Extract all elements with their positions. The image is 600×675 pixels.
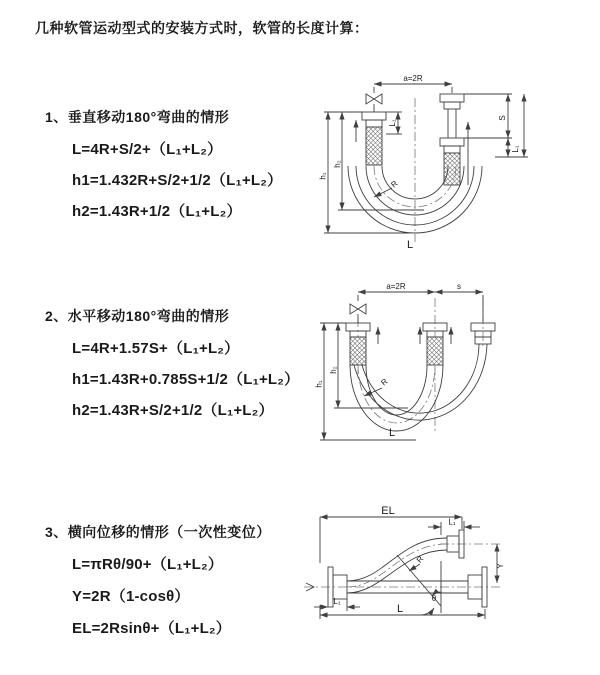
braided-hose-section	[366, 127, 382, 165]
hose-curves	[347, 538, 468, 593]
formula-line: h1=1.432R+S/2+1/2（L₁+L₂）	[72, 172, 283, 189]
right-pipe-assembly	[440, 94, 464, 185]
dim-label-l: L	[406, 239, 414, 251]
dim-label-r: R	[379, 376, 390, 388]
page-title: 几种软管运动型式的安装方式时，软管的长度计算：	[35, 20, 369, 36]
diagram-vertical-180-bend	[312, 70, 564, 252]
dim-label-l1-bottom: L₁	[333, 597, 341, 606]
left-pipe-assembly	[346, 323, 370, 365]
dim-label-r: R	[414, 554, 426, 565]
diagram-lateral-displacement	[300, 503, 595, 653]
dim-label-h1: h₁	[318, 172, 328, 180]
dim-label-l: L	[388, 427, 396, 439]
hose-u-bend-curves	[350, 344, 487, 431]
formula-list	[45, 337, 299, 420]
formula-line: h2=1.43R+1/2（L₁+L₂）	[72, 203, 242, 220]
valve-icon	[350, 304, 366, 323]
braided-hose-section	[427, 337, 443, 365]
diagram-horizontal-180-bend	[312, 282, 567, 464]
dim-label-r: R	[389, 178, 400, 190]
dimension-labels	[333, 505, 505, 615]
dim-label-theta: θ	[431, 594, 437, 603]
section-horizontal-movement	[45, 306, 299, 430]
formula-list	[45, 138, 282, 221]
formula-list	[45, 553, 271, 638]
dim-label-el: EL	[381, 505, 395, 517]
dim-label-l1-right: L₁	[511, 145, 520, 153]
section-heading: 2、水平移动180°弯曲的情形	[45, 308, 230, 324]
formula-line: h1=1.43R+0.785S+1/2（L₁+L₂）	[72, 371, 300, 388]
dim-label-h1: h₁	[314, 380, 324, 388]
section-vertical-movement	[45, 107, 282, 231]
formula-line: L=πRθ/90+（L₁+L₂）	[72, 556, 224, 573]
formula-line: h2=1.43R+S/2+1/2（L₁+L₂）	[72, 402, 274, 419]
section-heading: 1、垂直移动180°弯曲的情形	[45, 109, 230, 125]
formula-line: L=4R+1.57S+（L₁+L₂）	[72, 340, 240, 357]
dim-label-s: s	[457, 282, 461, 291]
dim-label-l1-left: L₁	[388, 119, 397, 127]
dim-label-s: S	[498, 115, 507, 121]
valve-icon	[366, 94, 382, 112]
dim-label-h2: h₂	[333, 160, 342, 168]
section-lateral-displacement	[45, 522, 271, 649]
left-pipe-assembly	[362, 112, 386, 165]
dim-label-h2: h₂	[329, 366, 338, 374]
formula-line: Y=2R（1-cosθ）	[72, 588, 190, 605]
formula-line: L=4R+S/2+（L₁+L₂）	[72, 141, 223, 158]
middle-pipe-assembly	[423, 323, 447, 365]
dim-label-a2r: a=2R	[403, 74, 423, 83]
dim-label-l: L	[396, 603, 404, 615]
dim-label-y: Y	[496, 563, 505, 569]
section-heading: 3、横向位移的情形（一次性变位）	[45, 524, 271, 540]
formula-line: EL=2Rsinθ+（L₁+L₂）	[72, 620, 231, 637]
dimension-lines	[324, 84, 528, 233]
dim-label-l1-top: L₁	[448, 517, 456, 527]
braided-hose-section	[444, 153, 460, 185]
braided-hose-section	[350, 337, 366, 365]
dim-label-a2r: a=2R	[386, 282, 406, 291]
